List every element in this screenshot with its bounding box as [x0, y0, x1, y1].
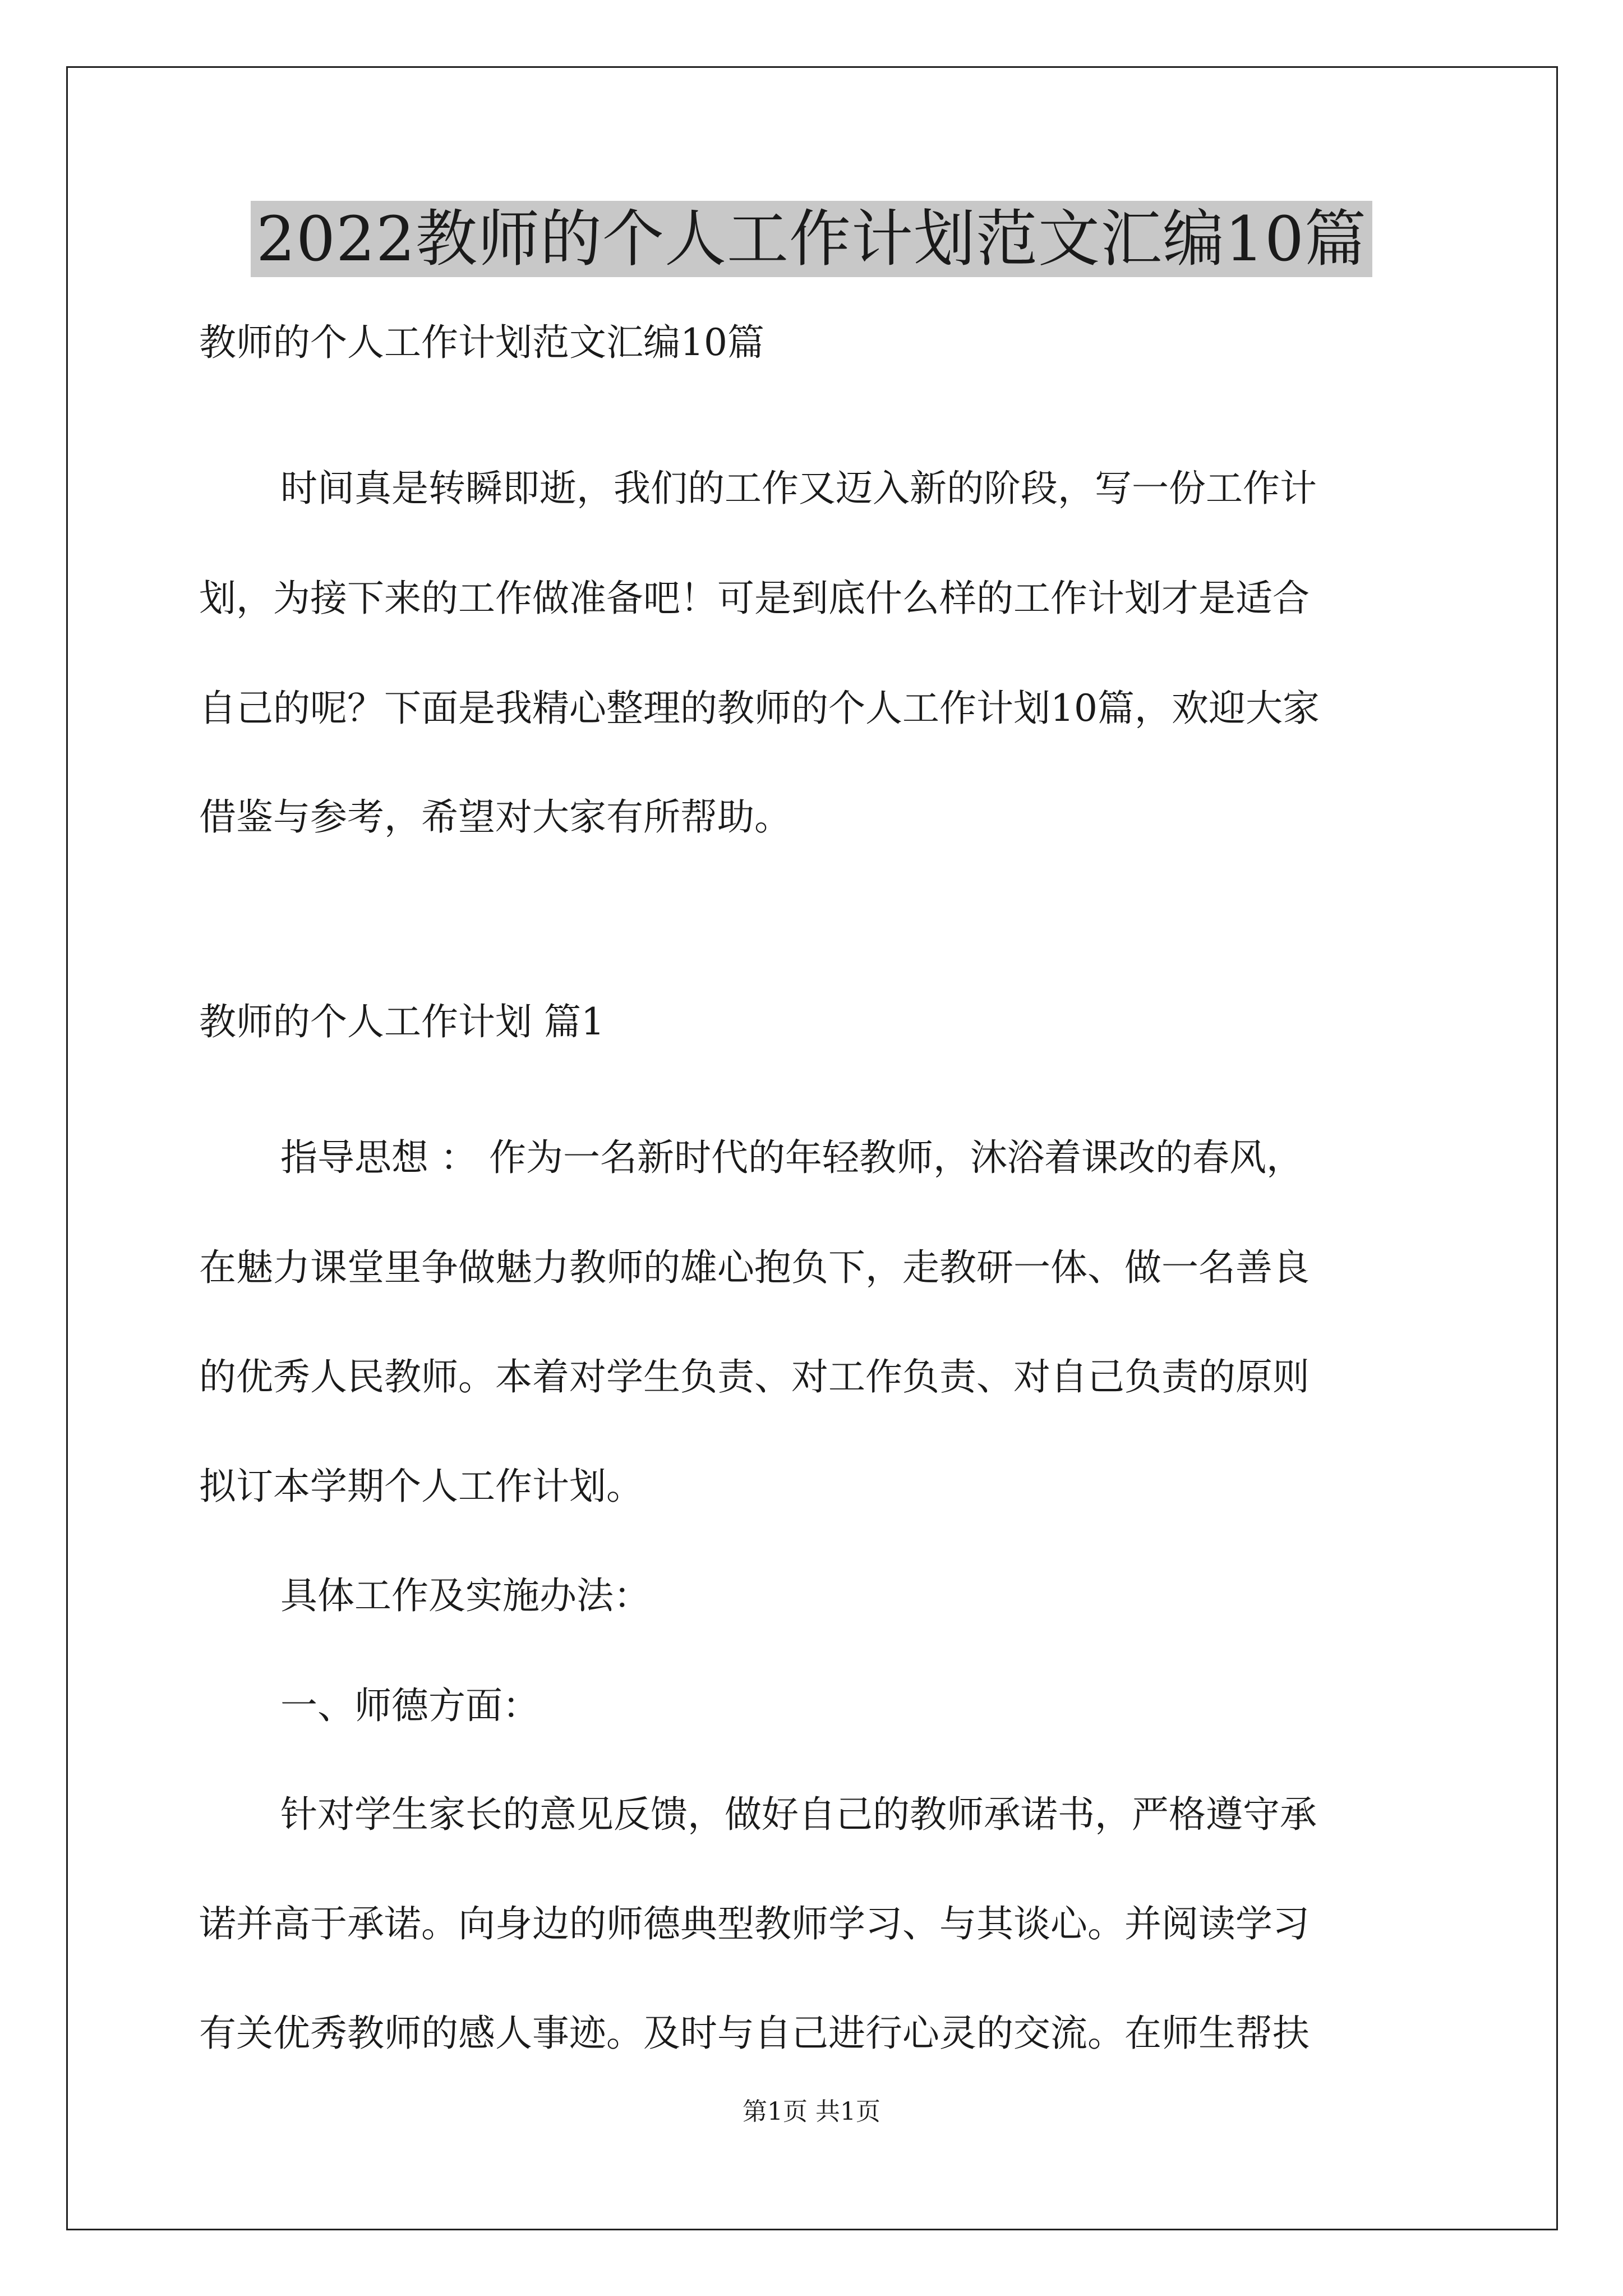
paragraph-line: 划，为接下来的工作做准备吧！可是到底什么样的工作计划才是适合	[199, 577, 1310, 620]
paragraph-line: 在魅力课堂里争做魅力教师的雄心抱负下，走教研一体、做一名善良	[199, 1246, 1310, 1289]
paragraph-line: 指导思想 ： 作为一名新时代的年轻教师，沐浴着课改的春风，	[280, 1136, 1303, 1179]
section-heading: 教师的个人工作计划 篇1	[199, 1000, 605, 1043]
paragraph-line: 拟订本学期个人工作计划。	[199, 1465, 643, 1508]
paragraph-line: 有关优秀教师的感人事迹。及时与自己进行心灵的交流。在师生帮扶	[199, 2012, 1310, 2055]
paragraph-line: 借鉴与参考，希望对大家有所帮助。	[199, 795, 791, 839]
paragraph-line: 时间真是转瞬即逝，我们的工作又迈入新的阶段，写一份工作计	[280, 467, 1317, 510]
document-title: 2022教师的个人工作计划范文汇编10篇	[251, 201, 1372, 277]
paragraph-line: 一、师德方面：	[280, 1684, 540, 1727]
paragraph-line: 具体工作及实施办法：	[280, 1574, 651, 1617]
paragraph-line: 针对学生家长的意见反馈，做好自己的教师承诺书，严格遵守承	[280, 1793, 1317, 1836]
title-container	[0, 201, 1623, 277]
paragraph-line: 诺并高于承诺。向身边的师德典型教师学习、与其谈心。并阅读学习	[199, 1902, 1310, 1945]
page-footer: 第1页 共1页	[743, 2097, 880, 2126]
paragraph-line: 的优秀人民教师。本着对学生负责、对工作负责、对自己负责的原则	[199, 1355, 1310, 1398]
paragraph-line: 自己的呢？下面是我精心整理的教师的个人工作计划10篇，欢迎大家	[199, 687, 1320, 730]
subtitle-line: 教师的个人工作计划范文汇编10篇	[199, 321, 764, 364]
